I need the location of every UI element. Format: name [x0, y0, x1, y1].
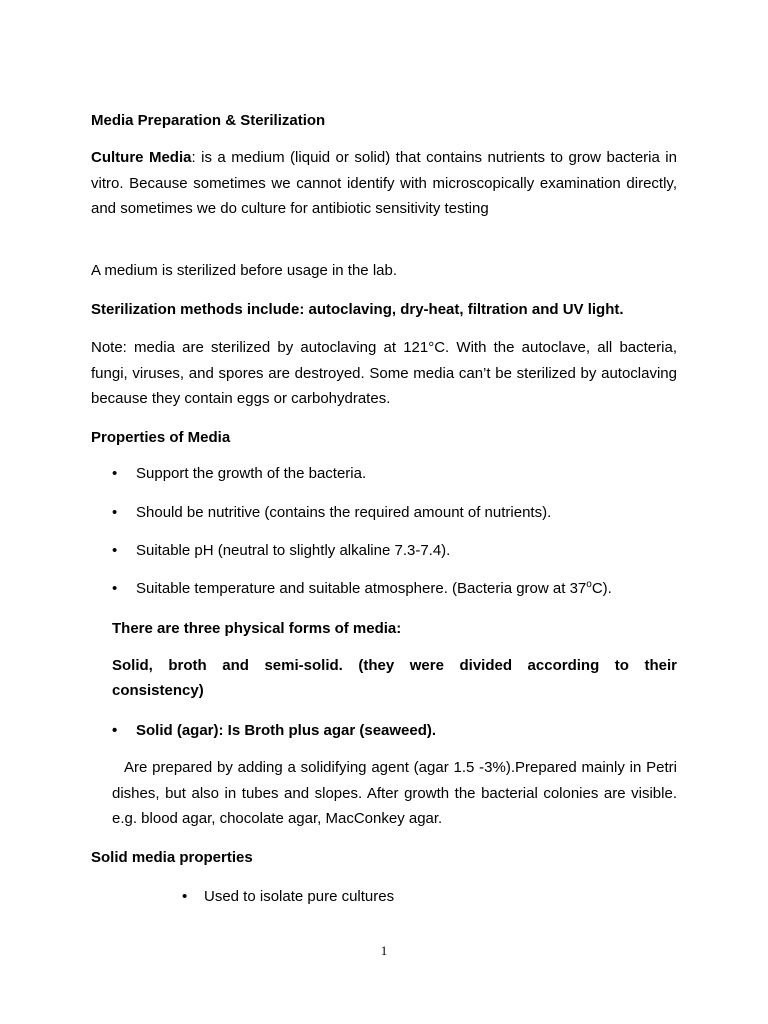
solid-agar-text: Solid (agar): Is Broth plus agar (seaweed).: [136, 722, 437, 739]
culture-media-term: Culture Media: [91, 149, 192, 166]
degree-superscript: o: [586, 579, 592, 590]
culture-media-definition: : is a medium (liquid or solid) that contains nutrients to grow bacteria in vitro. Because sometimes we cannot identify with microscopically examination directly, and sometimes we do culture for antibiotic sensitivity testing: [91, 149, 677, 217]
bullet-icon: •: [112, 504, 118, 521]
property-item-text: Should be nutritive (contains the required amount of nutrients).: [136, 504, 552, 521]
property-item: [112, 461, 677, 487]
bullet-icon: •: [182, 888, 188, 905]
sterilization-methods-text: Sterilization methods include: autoclaving, dry-heat, filtration and UV light.: [91, 301, 624, 318]
solid-agar-bullet: [112, 718, 677, 744]
bullet-icon: •: [112, 580, 118, 597]
page-number: 1: [380, 943, 388, 958]
property-temperature-unit: C).: [591, 580, 612, 597]
solid-properties-heading: Solid media properties: [91, 849, 253, 866]
physical-forms-line: Solid, broth and semi-solid. (they were divided according to their: [112, 657, 677, 674]
solid-property-item: [182, 884, 662, 910]
solid-description-paragraph: Are prepared by adding a solidifying agent (agar 1.5 -3%).Prepared mainly in Petri dishes, but also in tubes and slopes. After growth the bacterial colonies are visible. e.g. blood agar, chocolate agar, MacConkey agar.: [112, 759, 677, 827]
property-item-text: Suitable pH (neutral to slightly alkaline 7.3-7.4).: [136, 542, 451, 559]
properties-heading: Properties of Media: [91, 429, 231, 446]
solid-property-text: Used to isolate pure cultures: [204, 888, 395, 905]
property-temperature-text: Suitable temperature and suitable atmosphere. (Bacteria grow at 37: [136, 580, 587, 597]
property-item: [112, 500, 677, 526]
property-item-text: Support the growth of the bacteria.: [136, 465, 367, 482]
bullet-icon: •: [112, 722, 118, 739]
bullet-icon: •: [112, 542, 118, 559]
property-item: [112, 538, 677, 564]
document-title: Media Preparation & Sterilization: [91, 112, 326, 129]
bullet-icon: •: [112, 465, 118, 482]
physical-forms-heading: There are three physical forms of media:: [112, 620, 402, 637]
sterilized-before-usage-text: A medium is sterilized before usage in the lab.: [91, 262, 397, 279]
note-paragraph: Note: media are sterilized by autoclaving at 121°C. With the autoclave, all bacteria, fungi, viruses, and spores are destroyed. Some media can’t be sterilized by autoclaving because they contain eggs or carbohydrates.: [91, 339, 677, 407]
physical-forms-line: consistency): [112, 682, 204, 699]
property-item-temperature: [112, 576, 677, 602]
culture-media-paragraph: [91, 145, 677, 222]
